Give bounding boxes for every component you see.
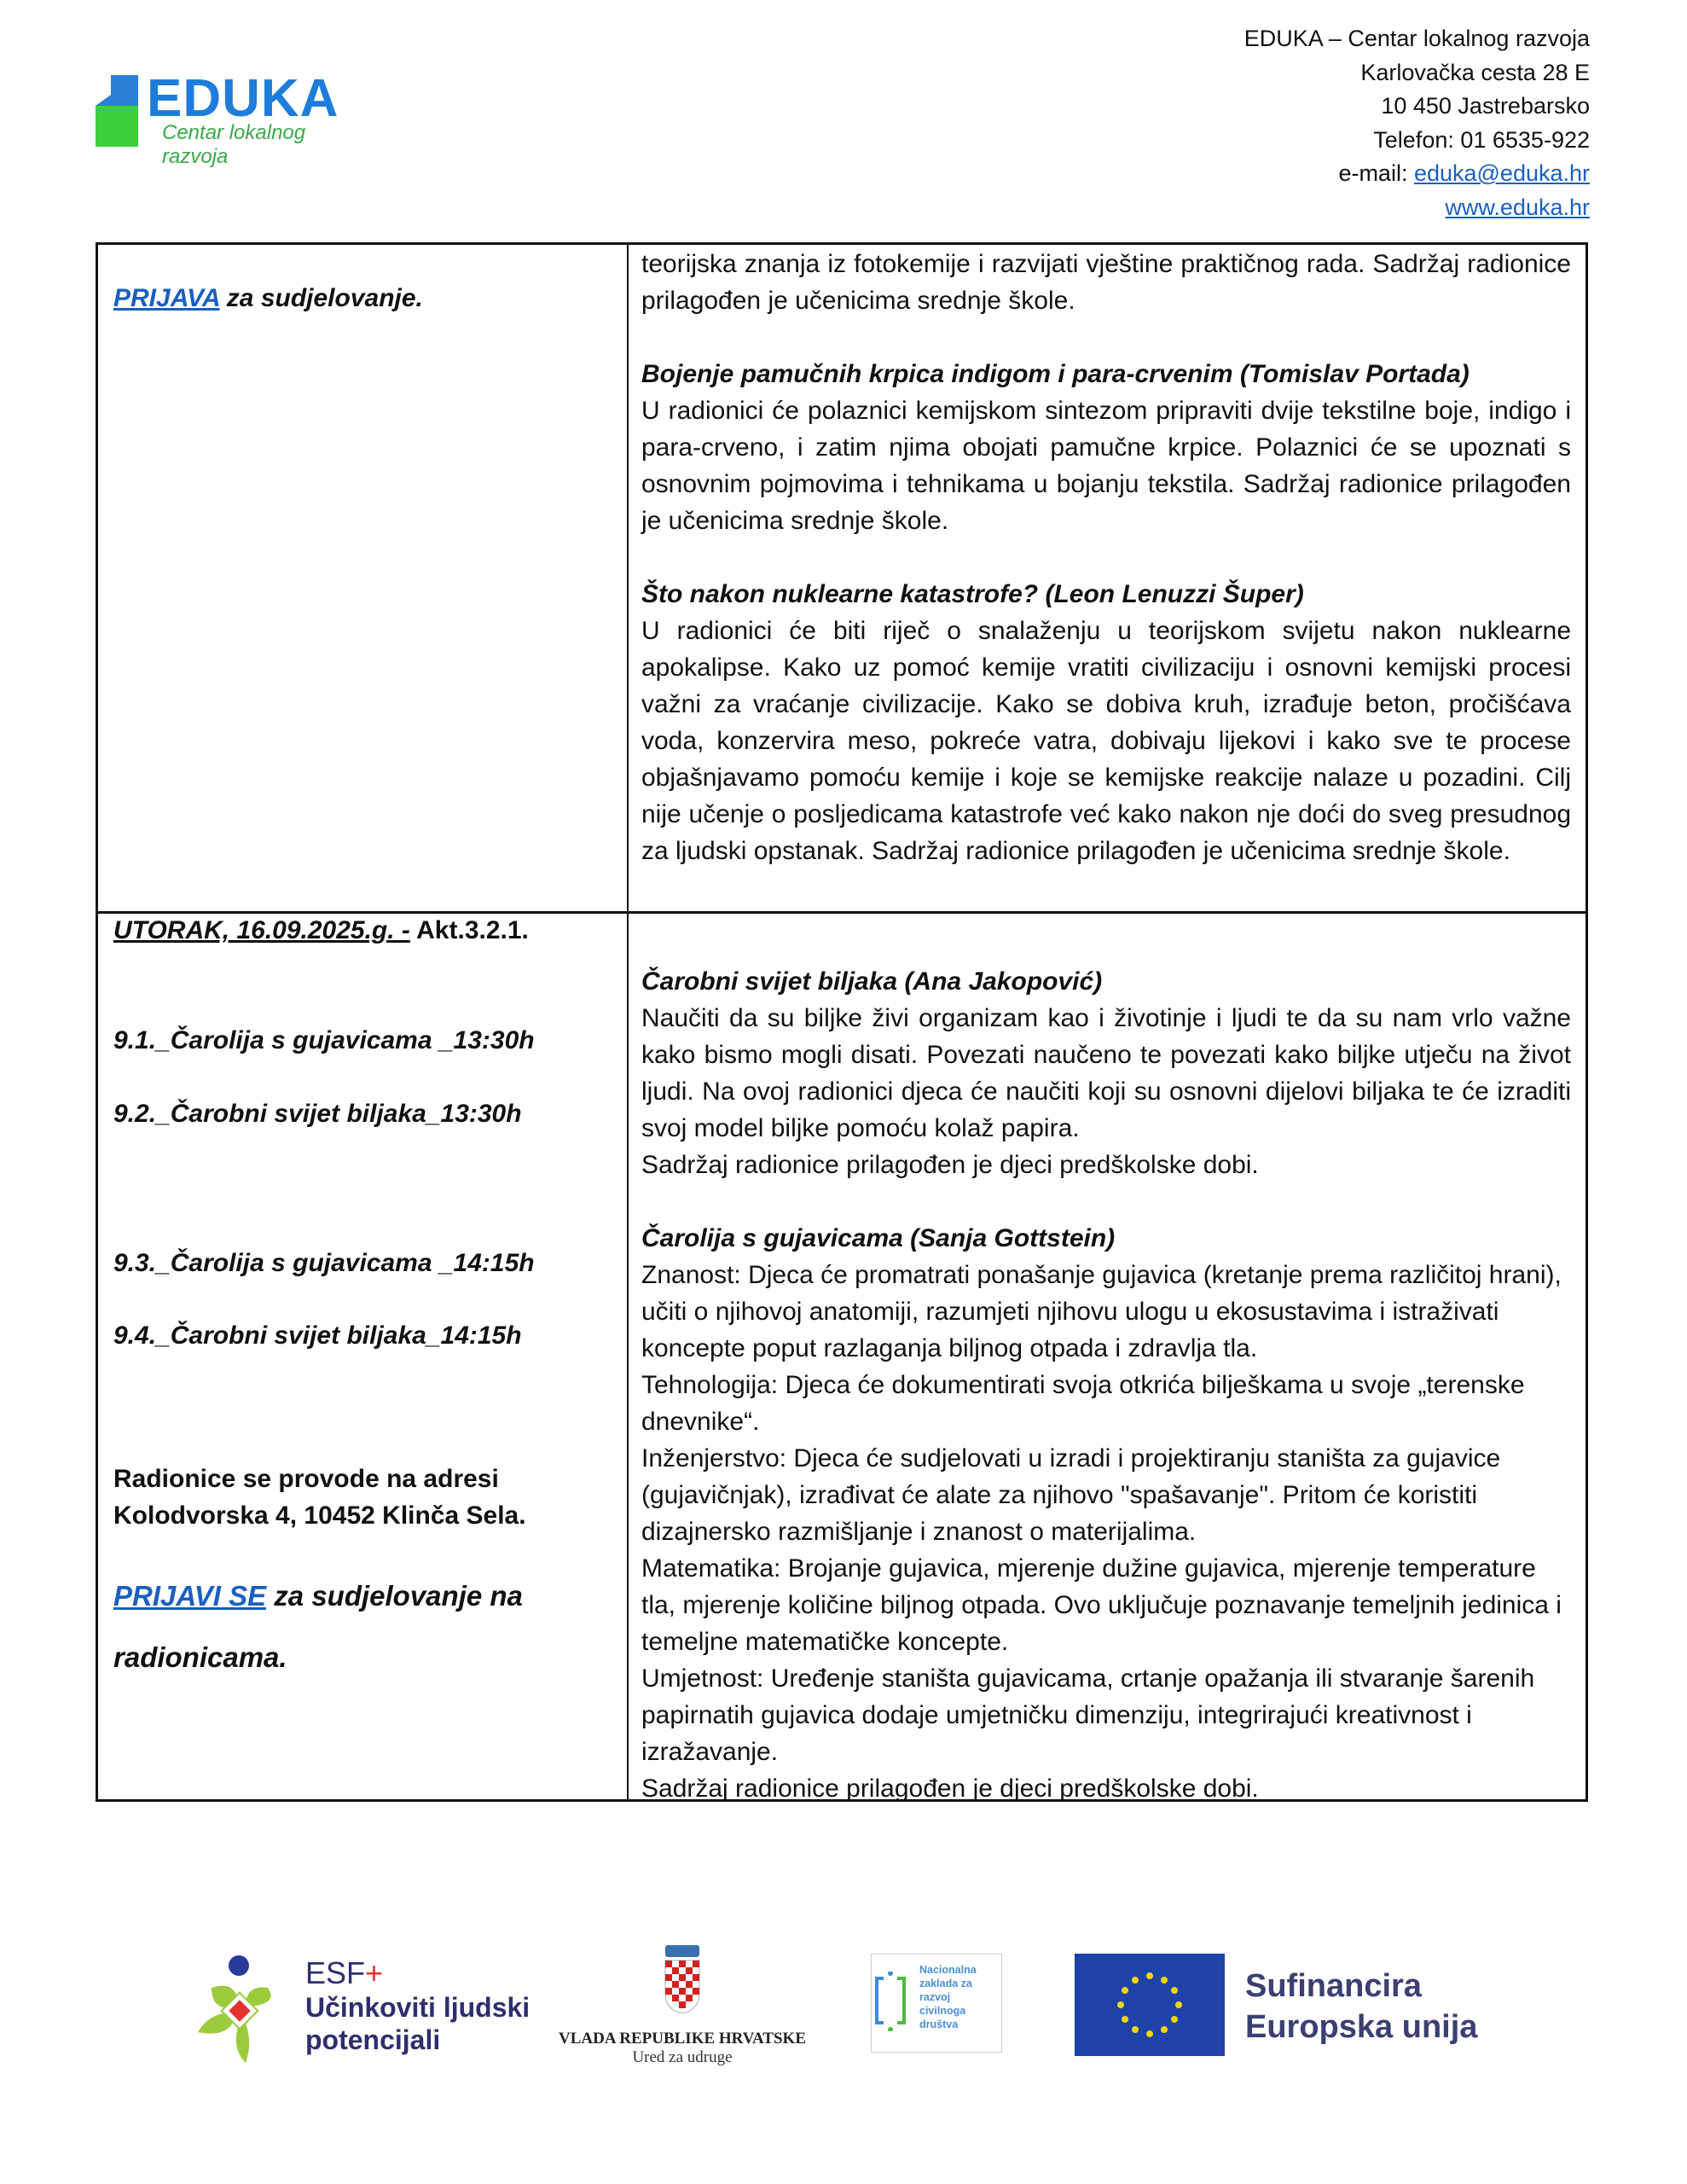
- vlada-subtitle: Ured za udruge: [632, 2048, 733, 2066]
- esf-line: potencijali: [305, 2024, 441, 2055]
- vlada-title: VLADA REPUBLIKE HRVATSKE: [558, 2030, 807, 2048]
- logo-name: EDUKA: [147, 69, 339, 128]
- esf-name: ESF: [305, 1955, 366, 1990]
- logo-tagline: Centar lokalnog razvoja: [162, 121, 306, 168]
- workshop-title: Čarobni svijet biljaka (Ana Jakopović): [641, 967, 1103, 996]
- eu-line: Europska unija: [1245, 2009, 1478, 2045]
- workshop-body: U radionici će polaznici kemijskom sintezom pripraviti dvije tekstilne boje, indigo i para-crveno, i zatim njima obojati pamučne krpice. Polaznici će se upoznati s osnovnim pojmovima i tehnikama u bojanju tekstila. Sadržaj radionice prilagođen je učenicima srednje škole.: [641, 397, 1571, 535]
- prijavi-se-link[interactable]: PRIJAVI SE: [113, 1580, 267, 1612]
- esf-flower-icon: [194, 1954, 288, 2065]
- nzrcd-line: Nacionalna: [919, 1964, 977, 1976]
- workshop-body: Naučiti da su biljke živi organizam kao i životinje i ljudi te da su nam vrlo važne kako bismo mogli disati. Povezati naučeno te povezati kako biljke utječu na život ljudi. Na ovoj radionici djeca će naučiti koji su osnovni dijelovi biljaka te će izraditi svoj model biljke pomoću kolaž papira.: [641, 1004, 1571, 1142]
- schedule-item: 9.4._Čarobni svijet biljaka_14:15h: [113, 1321, 522, 1350]
- workshop-body: U radionici će biti riječ o snalaženju u teorijskom svijetu nakon nuklearne apokalipse. Kako uz pomoć kemije vratiti civilizaciju i osnovni kemijski procesi važni za vraćanje civilizacije. Kako se dobiva kruh, izrađuje beton, pročišćava voda, konzervira meso, pokreće vatra, dobivaju lijekovi i kako sve te procese objašnjavamo pomoću kemije i koje se kemijske reakcije nalaze u pozadini. Cilj nije učenje o posljedicama katastrofe već kako nakon nje doći do sveg presudnog za ljudski opstanak. Sadržaj radionice prilagođen je učenicima srednje škole.: [641, 617, 1571, 865]
- row2-left-cell: [113, 916, 617, 945]
- schedule-table: [96, 242, 1588, 1802]
- workshop-title: Što nakon nuklearne katastrofe? (Leon Lenuzzi Šuper): [641, 580, 1304, 608]
- row-divider: [98, 911, 1586, 914]
- address-block: [113, 1461, 617, 1534]
- workshop-title: Čarolija s gujavicama (Sanja Gottstein): [641, 1224, 1116, 1252]
- signup-text: za sudjelovanje na: [266, 1580, 523, 1612]
- vlada-logo: [554, 1945, 810, 2090]
- schedule-item: 9.2._Čarobni svijet biljaka_13:30h: [113, 1100, 522, 1128]
- eu-cofinancing-logo: [1075, 1954, 1501, 2056]
- eu-line: Sufinancira: [1245, 1968, 1422, 2004]
- nzrcd-logo: [871, 1954, 1002, 2053]
- contact-phone: Telefon: 01 6535-922: [1373, 126, 1590, 153]
- eduka-logo: [96, 69, 368, 168]
- prijava-link[interactable]: PRIJAVA: [113, 284, 220, 312]
- esf-title: [305, 1955, 383, 1991]
- contact-street: Karlovačka cesta 28 E: [1360, 59, 1590, 85]
- eu-flag-icon: [1075, 1954, 1225, 2056]
- logo-green-square: [96, 106, 138, 147]
- schedule-item: 9.3._Čarolija s gujavicama _14:15h: [113, 1249, 535, 1277]
- nzrcd-line: društva: [919, 2018, 959, 2030]
- workshop-line: Znanost: Djeca će promatrati ponašanje gujavica (kretanje prema različitoj hrani), učiti o njihovoj anatomiji, razumjeti njihovu ulogu u ekosustavima i istraživati koncepte poput razlaganja biljnog otpada i zdravlja tla.: [641, 1261, 1562, 1362]
- signup-text: radionicama.: [113, 1641, 287, 1673]
- address-line: Kolodvorska 4, 10452 Klinča Sela.: [113, 1502, 526, 1530]
- date-text: UTORAK, 16.09.2025.g. -: [113, 916, 410, 944]
- croatian-coat-of-arms-icon: [664, 1945, 701, 2013]
- prijava-text: za sudjelovanje.: [219, 284, 423, 312]
- intro-paragraph: teorijska znanja iz fotokemije i razvijati vještine praktičnog rada. Sadržaj radionice prilagođen je učenicima srednje škole.: [641, 250, 1571, 315]
- bracket-logo-icon: [875, 1972, 906, 2031]
- nzrcd-text: [919, 1963, 977, 2031]
- esf-line: Učinkoviti ljudski: [305, 1992, 530, 2023]
- workshop-title: Bojenje pamučnih krpica indigom i para-crvenim (Tomislav Portada): [641, 360, 1470, 388]
- signup-block: [113, 1565, 617, 1688]
- date-line: [113, 916, 617, 945]
- nzrcd-line: razvoj: [919, 1991, 951, 2003]
- workshop-line: Sadržaj radionice prilagođen je djeci predškolske dobi.: [641, 1774, 1259, 1803]
- logo-blue-block: [111, 75, 138, 106]
- contact-website-row: [1244, 191, 1590, 225]
- workshop-line: Tehnologija: Djeca će dokumentirati svoja otkrića bilješkama u svoje „terenske dnevnike“.: [641, 1371, 1525, 1436]
- row1-right-cell: [641, 246, 1571, 869]
- workshop-line: Umjetnost: Uređenje staništa gujavicama, crtanje opažanja ili stvaranje šarenih papirnatih gujavica dodaje umjetničku dimenziju, integrirajući kreativnost i izražavanje.: [641, 1664, 1535, 1766]
- esf-subtitle: [305, 1991, 530, 2056]
- contact-city: 10 450 Jastrebarsko: [1381, 93, 1590, 119]
- schedule-item: 9.1._Čarolija s gujavicama _13:30h: [113, 1026, 535, 1054]
- esf-plus: +: [365, 1955, 384, 1990]
- eu-text: [1245, 1966, 1477, 2048]
- email-link[interactable]: eduka@eduka.hr: [1413, 160, 1590, 186]
- contact-block: [1244, 22, 1590, 224]
- nzrcd-line: zaklada za: [919, 1978, 972, 1989]
- esf-logo: [194, 1945, 553, 2073]
- activity-code: Akt.3.2.1.: [409, 916, 529, 944]
- row1-left-cell: [113, 284, 617, 313]
- workshop-line: Inženjerstvo: Djeca će sudjelovati u izradi i projektiranju staništa za gujavice (gujavičnjak), izrađivat će alate za njihovo "spašavanje". Pritom će koristiti dizajnersko razmišljanje i znanost o materijalima.: [641, 1444, 1501, 1546]
- nzrcd-line: civilnoga: [919, 2005, 966, 2017]
- contact-email-row: [1244, 157, 1590, 191]
- contact-org: EDUKA – Centar lokalnog razvoja: [1244, 26, 1590, 51]
- email-label: e-mail:: [1338, 160, 1414, 186]
- website-link[interactable]: www.eduka.hr: [1445, 194, 1590, 220]
- column-divider: [627, 245, 629, 1799]
- row2-right-cell: [641, 948, 1571, 1807]
- workshop-note: Sadržaj radionice prilagođen je djeci predškolske dobi.: [641, 1151, 1259, 1179]
- workshop-line: Matematika: Brojanje gujavica, mjerenje dužine gujavica, mjerenje temperature tla, mjerenje količine biljnog otpada. Ovo uključuje poznavanje temeljnih jedinica i temeljne matematičke koncepte.: [641, 1554, 1562, 1656]
- address-line: Radionice se provode na adresi: [113, 1465, 499, 1493]
